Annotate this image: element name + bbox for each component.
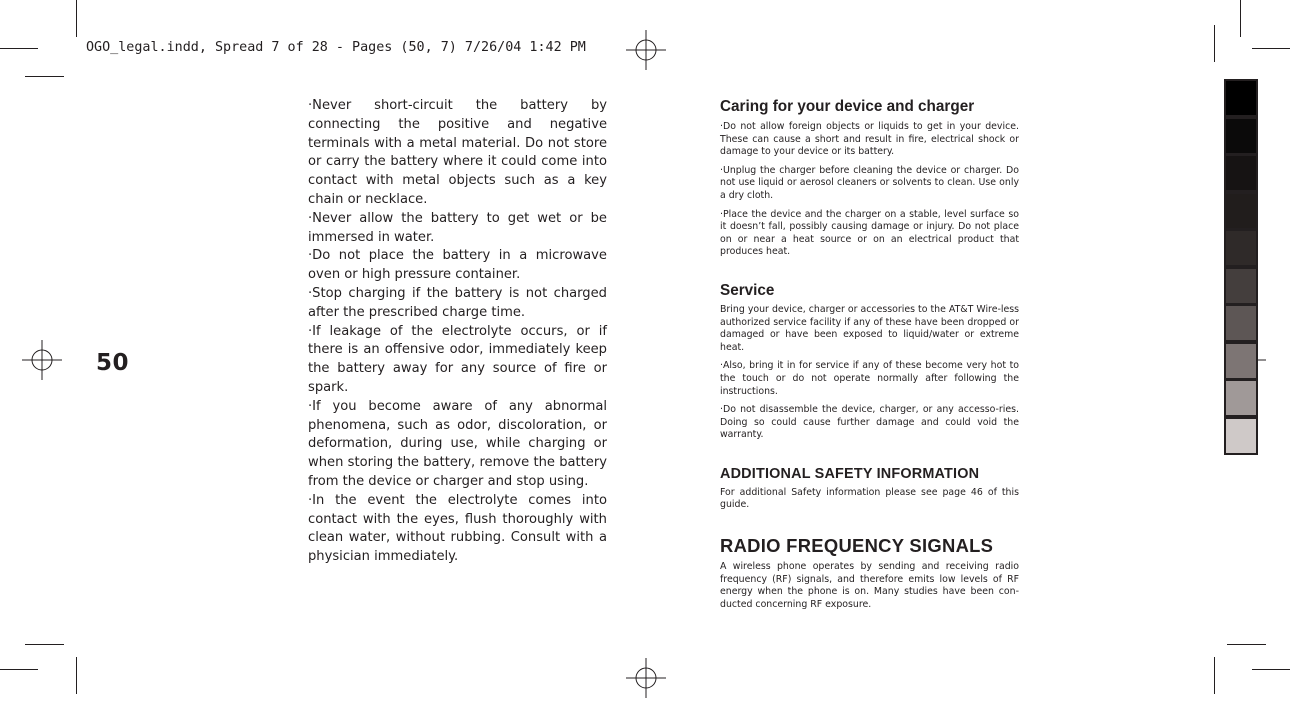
crop-mark bbox=[25, 76, 64, 77]
color-swatch-bar bbox=[1224, 79, 1258, 455]
color-swatch bbox=[1226, 381, 1256, 415]
crop-mark bbox=[0, 48, 38, 49]
crop-mark bbox=[1252, 48, 1290, 49]
paragraph: ·In the event the electrolyte comes into contact with the eyes, flush thoroughly with clean water, without rubbing. Consult with a physician immediately. bbox=[308, 492, 607, 565]
paragraph: ·Place the device and the charger on a stable, level surface so it doesn’t fall, possibly causing damage or injury. Do not place on or near a heat source or on an electrical product that produces heat. bbox=[720, 208, 1019, 258]
crop-mark bbox=[1214, 25, 1215, 62]
device-care-column bbox=[720, 97, 1019, 617]
registration-mark-icon bbox=[22, 340, 62, 380]
color-swatch bbox=[1226, 156, 1256, 190]
paragraph: ·Never short-circuit the battery by connecting the positive and negative terminals with a metal material. Do not store or carry the battery where it could come into contact with metal objects such as a key chain or necklace. bbox=[308, 98, 607, 207]
crop-mark bbox=[76, 657, 77, 694]
paragraph: Bring your device, charger or accessories to the AT&T Wire-less authorized service facility if any of these have been dropped or damaged or have been exposed to liquid/water or extreme heat. bbox=[720, 303, 1019, 353]
crop-mark bbox=[76, 0, 77, 37]
service-heading: Service bbox=[720, 281, 775, 299]
caring-heading: Caring for your device and charger bbox=[720, 98, 975, 115]
color-swatch bbox=[1226, 194, 1256, 228]
paragraph: ·Never allow the battery to get wet or be immersed in water. bbox=[308, 210, 607, 245]
color-swatch bbox=[1226, 344, 1256, 378]
crop-mark bbox=[1240, 0, 1241, 37]
crop-mark bbox=[0, 669, 38, 670]
slug-line: OGO_legal.indd, Spread 7 of 28 - Pages (50, 7) 7/26/04 1:42 PM bbox=[86, 40, 586, 55]
page-number: 50 bbox=[96, 350, 130, 376]
additional-safety-heading: ADDITIONAL SAFETY INFORMATION bbox=[720, 465, 980, 482]
paragraph: ·Stop charging if the battery is not charged after the prescribed charge time. bbox=[308, 285, 607, 320]
paragraph: For additional Safety information please see page 46 of this guide. bbox=[720, 486, 1019, 511]
paragraph: ·If you become aware of any abnormal phenomena, such as odor, discoloration, or deformation, during use, while charging or when storing the battery, remove the battery from the device or charger and stop using. bbox=[308, 398, 607, 489]
registration-mark-icon bbox=[626, 30, 666, 70]
color-swatch bbox=[1226, 269, 1256, 303]
color-swatch bbox=[1226, 231, 1256, 265]
radio-frequency-heading: RADIO FREQUENCY SIGNALS bbox=[720, 535, 994, 557]
battery-safety-column bbox=[308, 97, 607, 567]
paragraph: ·Do not place the battery in a microwave oven or high pressure container. bbox=[308, 248, 607, 283]
crop-mark bbox=[1214, 657, 1215, 694]
color-swatch bbox=[1226, 81, 1256, 115]
crop-mark bbox=[1252, 669, 1290, 670]
paragraph: ·Do not disassemble the device, charger, or any accesso-ries. Doing so could cause further damage and could void the warranty. bbox=[720, 404, 1019, 441]
paragraph: ·Do not allow foreign objects or liquids to get in your device. These can cause a short and result in fire, electrical shock or damage to your device or its battery. bbox=[720, 121, 1019, 158]
crop-mark bbox=[1227, 644, 1266, 645]
color-swatch bbox=[1226, 419, 1256, 453]
crop-mark bbox=[25, 644, 64, 645]
paragraph: ·Unplug the charger before cleaning the device or charger. Do not use liquid or aerosol cleaners or solvents to clean. Use only a dry cloth. bbox=[720, 164, 1019, 201]
paragraph: A wireless phone operates by sending and receiving radio frequency (RF) signals, and therefore emits low levels of RF energy when the phone is on. Many studies have been con-ducted concerning RF exposure. bbox=[720, 561, 1019, 610]
color-swatch bbox=[1226, 119, 1256, 153]
paragraph: ·Also, bring it in for service if any of these become very hot to the touch or do not operate normally after following the instructions. bbox=[720, 360, 1019, 397]
paragraph: ·If leakage of the electrolyte occurs, or if there is an offensive odor, immediately keep the battery away for any source of fire or spark. bbox=[308, 323, 607, 395]
color-swatch bbox=[1226, 306, 1256, 340]
registration-mark-icon bbox=[626, 658, 666, 698]
